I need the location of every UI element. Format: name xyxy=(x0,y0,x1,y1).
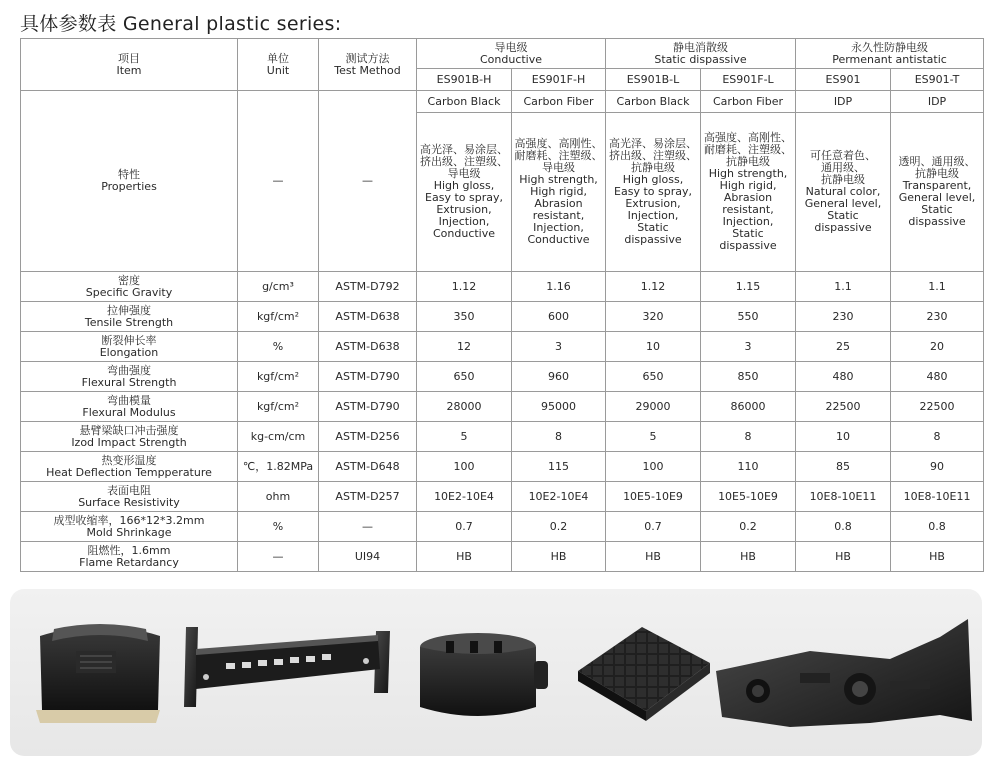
header-group-static-dispassive: 静电消散级 Static dispassive xyxy=(606,39,796,69)
spec-value-cell: HB xyxy=(512,542,606,572)
spec-unit-cell: kgf/cm² xyxy=(238,392,319,422)
spec-value-cell: 95000 xyxy=(512,392,606,422)
spec-unit-cell: ℃，1.82MPa xyxy=(238,452,319,482)
spec-label-cn: 密度 xyxy=(118,273,140,287)
property-description-cn: 高光泽、易涂层、 挤出级、注塑级、 抗静电级 xyxy=(609,137,697,174)
spec-row xyxy=(21,272,984,302)
spec-label-cn: 悬臂梁缺口冲击强度 xyxy=(79,423,179,437)
spec-value-cell: 8 xyxy=(891,422,984,452)
spec-value-cell: 1.16 xyxy=(512,272,606,302)
spec-label-cn: 弯曲模量 xyxy=(107,393,151,407)
spec-label-cn: 热变形温度 xyxy=(101,453,157,467)
header-item: 项目 Item xyxy=(21,39,238,91)
spec-unit-cell: % xyxy=(238,332,319,362)
spec-label-en: Izod Impact Strength xyxy=(71,435,187,449)
spec-method-cell: — xyxy=(319,512,417,542)
spec-label-cell xyxy=(21,452,238,482)
property-description-en: Transparent, General level, Static dispassive xyxy=(898,179,976,228)
spec-label-cn: 拉伸强度 xyxy=(107,303,151,317)
spec-value-cell: 86000 xyxy=(701,392,796,422)
spec-value-cell: 1.1 xyxy=(891,272,984,302)
spec-method-cell: ASTM-D257 xyxy=(319,482,417,512)
spec-row xyxy=(21,302,984,332)
spec-label-cell xyxy=(21,392,238,422)
spec-method-cell: ASTM-D790 xyxy=(319,392,417,422)
spec-value-cell: 100 xyxy=(606,452,701,482)
property-description-cell xyxy=(796,113,891,272)
spec-value-cell: 5 xyxy=(606,422,701,452)
spec-value-cell: 115 xyxy=(512,452,606,482)
spec-unit-cell: — xyxy=(238,542,319,572)
spec-value-cell: 85 xyxy=(796,452,891,482)
spec-method-cell: ASTM-D792 xyxy=(319,272,417,302)
spec-method-cell: ASTM-D648 xyxy=(319,452,417,482)
spec-value-cell: 600 xyxy=(512,302,606,332)
property-description-en: High gloss, Easy to spray, Extrusion, Injection, Static dispassive xyxy=(614,173,692,246)
spec-label-cn: 弯曲强度 xyxy=(107,363,151,377)
spec-value-cell: 10 xyxy=(606,332,701,362)
property-description-cell xyxy=(606,113,701,272)
grade-header: ES901B-H xyxy=(417,69,512,91)
spec-label-cell xyxy=(21,422,238,452)
spec-value-cell: 25 xyxy=(796,332,891,362)
spec-label-cell xyxy=(21,512,238,542)
spec-table xyxy=(20,38,984,572)
product-photo-panel xyxy=(10,589,982,756)
grade-header: ES901F-H xyxy=(512,69,606,91)
spec-label-cell xyxy=(21,302,238,332)
filler-cell: IDP xyxy=(891,91,984,113)
spec-value-cell: 90 xyxy=(891,452,984,482)
spec-value-cell: 8 xyxy=(701,422,796,452)
spec-value-cell: HB xyxy=(606,542,701,572)
spec-label-en: Elongation xyxy=(99,345,159,359)
header-group-conductive: 导电级 Conductive xyxy=(417,39,606,69)
spec-value-cell: 650 xyxy=(606,362,701,392)
spec-value-cell: HB xyxy=(891,542,984,572)
spec-row xyxy=(21,452,984,482)
spec-method-cell: UI94 xyxy=(319,542,417,572)
spec-value-cell: 29000 xyxy=(606,392,701,422)
spec-value-cell: 10E2-10E4 xyxy=(417,482,512,512)
spec-value-cell: 480 xyxy=(796,362,891,392)
spec-value-cell: 20 xyxy=(891,332,984,362)
spec-value-cell: 22500 xyxy=(796,392,891,422)
spec-value-cell: 1.12 xyxy=(417,272,512,302)
spec-method-cell: ASTM-D638 xyxy=(319,302,417,332)
spec-value-cell: 3 xyxy=(512,332,606,362)
spec-unit-cell: g/cm³ xyxy=(238,272,319,302)
spec-label-cell xyxy=(21,332,238,362)
spec-label-cn: 阻燃性，1.6mm xyxy=(87,543,171,557)
spec-value-cell: 100 xyxy=(417,452,512,482)
product-photo-grid-tray xyxy=(578,627,710,721)
spec-value-cell: 1.1 xyxy=(796,272,891,302)
spec-unit-cell: kg-cm/cm xyxy=(238,422,319,452)
spec-value-cell: 0.2 xyxy=(701,512,796,542)
spec-value-cell: 650 xyxy=(417,362,512,392)
spec-label-cn: 断裂伸长率 xyxy=(101,333,157,347)
filler-cell: Carbon Fiber xyxy=(701,91,796,113)
filler-cell: Carbon Black xyxy=(417,91,512,113)
page-title: 具体参数表 General plastic series: xyxy=(20,13,342,35)
spec-label-en: Tensile Strength xyxy=(84,315,174,329)
spec-value-cell: HB xyxy=(701,542,796,572)
spec-value-cell: HB xyxy=(796,542,891,572)
spec-value-cell: 0.2 xyxy=(512,512,606,542)
grade-header: ES901F-L xyxy=(701,69,796,91)
spec-label-cn: 表面电阻 xyxy=(107,483,151,497)
property-description-cell xyxy=(891,113,984,272)
spec-value-cell: 10E5-10E9 xyxy=(701,482,796,512)
spec-value-cell: 550 xyxy=(701,302,796,332)
header-group-permanent-antistatic: 永久性防静电级 Permenant antistatic xyxy=(796,39,984,69)
grade-header: ES901-T xyxy=(891,69,984,91)
spec-label-cell xyxy=(21,542,238,572)
spec-value-cell: 110 xyxy=(701,452,796,482)
spec-value-cell: 230 xyxy=(891,302,984,332)
spec-row xyxy=(21,512,984,542)
spec-value-cell: 8 xyxy=(512,422,606,452)
spec-row xyxy=(21,482,984,512)
grade-header: ES901 xyxy=(796,69,891,91)
spec-label-en: Flexural Modulus xyxy=(82,405,176,419)
properties-label: 特性 Properties xyxy=(21,91,238,272)
spec-value-cell: 5 xyxy=(417,422,512,452)
spec-method-cell: ASTM-D790 xyxy=(319,362,417,392)
property-description-cn: 高光泽、易涂层、 挤出级、注塑级、 导电级 xyxy=(420,143,508,180)
property-description-en: High strength, High rigid, Abrasion resistant, Injection, Conductive xyxy=(519,173,598,246)
spec-value-cell: 10E2-10E4 xyxy=(512,482,606,512)
spec-label-en: Heat Deflection Tempperature xyxy=(46,465,212,479)
spec-label-en: Mold Shrinkage xyxy=(86,525,172,539)
property-description-cell xyxy=(417,113,512,272)
spec-value-cell: 480 xyxy=(891,362,984,392)
spec-value-cell: 12 xyxy=(417,332,512,362)
spec-row xyxy=(21,332,984,362)
spec-value-cell: 960 xyxy=(512,362,606,392)
spec-method-cell: ASTM-D256 xyxy=(319,422,417,452)
property-description-cell xyxy=(701,113,796,272)
spec-value-cell: 3 xyxy=(701,332,796,362)
spec-value-cell: 10E8-10E11 xyxy=(796,482,891,512)
spec-value-cell: 10E8-10E11 xyxy=(891,482,984,512)
spec-value-cell: 0.7 xyxy=(417,512,512,542)
spec-value-cell: 850 xyxy=(701,362,796,392)
product-photo-molded-part xyxy=(716,619,972,727)
spec-value-cell: 1.12 xyxy=(606,272,701,302)
header-unit: 单位 Unit xyxy=(238,39,319,91)
properties-unit: — xyxy=(238,91,319,272)
spec-value-cell: 22500 xyxy=(891,392,984,422)
spec-value-cell: 1.15 xyxy=(701,272,796,302)
spec-value-cell: 10E5-10E9 xyxy=(606,482,701,512)
property-description-en: Natural color, General level, Static dispassive xyxy=(804,185,882,234)
spec-row xyxy=(21,542,984,572)
spec-label-cn: 成型收缩率，166*12*3.2mm xyxy=(53,513,205,527)
spec-row xyxy=(21,362,984,392)
spec-label-cell xyxy=(21,362,238,392)
spec-unit-cell: kgf/cm² xyxy=(238,362,319,392)
property-description-cn: 透明、通用级、 抗静电级 xyxy=(898,155,976,180)
spec-value-cell: HB xyxy=(417,542,512,572)
filler-cell: IDP xyxy=(796,91,891,113)
spec-label-en: Flexural Strength xyxy=(81,375,177,389)
product-photo-housing xyxy=(420,633,548,716)
spec-label-en: Flame Retardancy xyxy=(79,555,179,569)
header-test-method: 测试方法 Test Method xyxy=(319,39,417,91)
spec-value-cell: 10 xyxy=(796,422,891,452)
filler-cell: Carbon Black xyxy=(606,91,701,113)
spec-value-cell: 28000 xyxy=(417,392,512,422)
product-photos xyxy=(10,589,982,756)
property-description-en: High strength, High rigid, Abrasion resistant, Injection, Static dispassive xyxy=(708,167,788,252)
spec-value-cell: 350 xyxy=(417,302,512,332)
spec-label-en: Specific Gravity xyxy=(85,285,173,299)
spec-label-en: Surface Resistivity xyxy=(78,495,180,509)
filler-cell: Carbon Fiber xyxy=(512,91,606,113)
property-description-en: High gloss, Easy to spray, Extrusion, Injection, Conductive xyxy=(425,179,503,240)
spec-unit-cell: % xyxy=(238,512,319,542)
spec-method-cell: ASTM-D638 xyxy=(319,332,417,362)
grade-header: ES901B-L xyxy=(606,69,701,91)
property-description-cell xyxy=(512,113,606,272)
spec-value-cell: 0.7 xyxy=(606,512,701,542)
spec-unit-cell: kgf/cm² xyxy=(238,302,319,332)
spec-value-cell: 0.8 xyxy=(796,512,891,542)
spec-value-cell: 320 xyxy=(606,302,701,332)
spec-unit-cell: ohm xyxy=(238,482,319,512)
property-description-cn: 高强度、高刚性、 耐磨耗、注塑级、 导电级 xyxy=(514,137,603,174)
product-photo-rail xyxy=(184,627,390,707)
property-description-cn: 可任意着色、 通用级、 抗静电级 xyxy=(810,149,876,186)
product-photo-tray xyxy=(36,624,160,723)
properties-method: — xyxy=(319,91,417,272)
spec-label-cell xyxy=(21,482,238,512)
property-description-cn: 高强度、高刚性、 耐磨耗、注塑级、 抗静电级 xyxy=(704,131,792,168)
spec-value-cell: 230 xyxy=(796,302,891,332)
spec-row xyxy=(21,422,984,452)
spec-row xyxy=(21,392,984,422)
spec-value-cell: 0.8 xyxy=(891,512,984,542)
spec-label-cell xyxy=(21,272,238,302)
